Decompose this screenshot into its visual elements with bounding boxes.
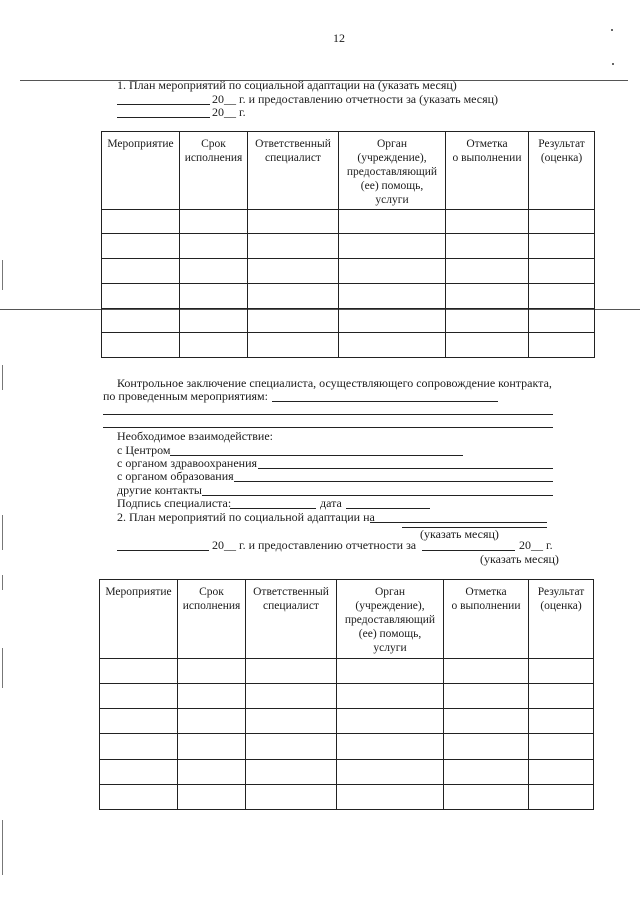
table-cell[interactable] (446, 210, 529, 234)
table-cell[interactable] (248, 333, 339, 358)
table-cell[interactable] (102, 234, 180, 259)
blank-line[interactable] (117, 550, 209, 551)
table-cell[interactable] (246, 785, 337, 810)
table-cell[interactable] (444, 709, 529, 734)
table-cell[interactable] (100, 684, 178, 709)
table-cell[interactable] (248, 259, 339, 284)
table-cell[interactable] (337, 659, 444, 684)
table-row (102, 333, 595, 358)
col-header-result: Результат (оценка) (529, 132, 595, 210)
section2-year-end: 20__ г. (519, 538, 553, 552)
table-cell[interactable] (339, 259, 446, 284)
table-cell[interactable] (246, 734, 337, 760)
table-cell[interactable] (444, 684, 529, 709)
scan-edge-mark (2, 648, 3, 688)
table-cell[interactable] (248, 284, 339, 309)
table-cell[interactable] (102, 259, 180, 284)
table-cell[interactable] (529, 284, 595, 309)
col-header-deadline: Срок исполнения (180, 132, 248, 210)
table-cell[interactable] (246, 760, 337, 785)
table-cell[interactable] (180, 309, 248, 333)
col-header-activity: Мероприятие (102, 132, 180, 210)
signature-field[interactable] (230, 508, 316, 509)
table-cell[interactable] (529, 760, 594, 785)
signature-label: Подпись специалиста: (117, 496, 232, 510)
table-cell[interactable] (246, 659, 337, 684)
table-cell[interactable] (446, 234, 529, 259)
table-cell[interactable] (180, 333, 248, 358)
table-cell[interactable] (178, 785, 246, 810)
table-cell[interactable] (337, 734, 444, 760)
interaction-other-field[interactable] (202, 495, 553, 496)
section1-heading: 1. План мероприятий по социальной адаптации на (указать месяц) (117, 78, 457, 92)
table-cell[interactable] (446, 259, 529, 284)
plan-table-2 (99, 579, 594, 810)
section2-heading: 2. План мероприятий по социальной адаптации на (117, 510, 375, 524)
table-cell[interactable] (339, 309, 446, 333)
col-header-responsible: Ответственный специалист (248, 132, 339, 210)
table-cell[interactable] (529, 684, 594, 709)
table-cell[interactable] (180, 259, 248, 284)
table-row (100, 659, 594, 684)
table-row (102, 210, 595, 234)
table-cell[interactable] (246, 709, 337, 734)
table-cell[interactable] (444, 734, 529, 760)
table-cell[interactable] (178, 709, 246, 734)
scan-edge-mark (2, 260, 3, 290)
page-number: 12 (333, 31, 345, 45)
table-cell[interactable] (444, 785, 529, 810)
col-header-agency: Орган (учреждение), предоставляющий (ее) помощь, услуги (337, 580, 444, 659)
table-row (100, 709, 594, 734)
table-cell[interactable] (180, 234, 248, 259)
scan-edge-mark (2, 575, 3, 590)
conclusion-field[interactable] (103, 414, 553, 415)
table-cell[interactable] (529, 259, 595, 284)
table-cell[interactable] (339, 234, 446, 259)
date-field[interactable] (346, 508, 430, 509)
table-cell[interactable] (337, 760, 444, 785)
col-header-completion: Отметка о выполнении (446, 132, 529, 210)
blank-line (117, 117, 210, 118)
table-cell[interactable] (446, 309, 529, 333)
table-cell[interactable] (529, 309, 595, 333)
conclusion-field[interactable] (272, 401, 498, 402)
table-cell[interactable] (529, 659, 594, 684)
table-cell[interactable] (102, 333, 180, 358)
table-cell[interactable] (339, 284, 446, 309)
table-cell[interactable] (529, 210, 595, 234)
section2-month-field[interactable] (370, 522, 547, 523)
scan-speck (612, 63, 614, 65)
table-cell[interactable] (337, 709, 444, 734)
table-cell[interactable] (178, 684, 246, 709)
table-cell[interactable] (180, 284, 248, 309)
table-row (100, 734, 594, 760)
interaction-education-label: с органом образования (117, 469, 234, 483)
table-row (100, 760, 594, 785)
table-cell[interactable] (246, 684, 337, 709)
table-cell[interactable] (248, 210, 339, 234)
blank-line (117, 104, 210, 105)
table-cell[interactable] (178, 734, 246, 760)
table-row (102, 284, 595, 309)
table-cell[interactable] (529, 709, 594, 734)
table-cell[interactable] (180, 210, 248, 234)
table-cell[interactable] (100, 709, 178, 734)
table-row (100, 684, 594, 709)
section1-year-line: 20__ г. (212, 105, 246, 119)
table-cell[interactable] (446, 284, 529, 309)
conclusion-text: Контрольное заключение специалиста, осуществляющего сопровождение контракта, (117, 376, 552, 390)
col-header-completion: Отметка о выполнении (444, 580, 529, 659)
table-cell[interactable] (248, 309, 339, 333)
section2-month-hint-2: (указать месяц) (480, 552, 559, 566)
col-header-responsible: Ответственный специалист (246, 580, 337, 659)
table-cell[interactable] (444, 760, 529, 785)
table-row (100, 785, 594, 810)
col-header-activity: Мероприятие (100, 580, 178, 659)
table-cell[interactable] (102, 284, 180, 309)
table-cell[interactable] (529, 234, 595, 259)
table-cell[interactable] (100, 760, 178, 785)
scan-speck (611, 29, 613, 31)
section2-report-line: 20__ г. и предоставлению отчетности за (212, 538, 417, 552)
table-cell[interactable] (100, 785, 178, 810)
scan-edge-mark (2, 820, 3, 875)
table-row (102, 259, 595, 284)
table-row (102, 234, 595, 259)
interaction-other-label: другие контакты (117, 483, 202, 497)
conclusion-field[interactable] (103, 427, 553, 428)
interaction-title: Необходимое взаимодействие: (117, 429, 274, 443)
interaction-health-field[interactable] (258, 468, 553, 469)
table-cell[interactable] (337, 785, 444, 810)
table-cell[interactable] (339, 210, 446, 234)
table-cell[interactable] (529, 785, 594, 810)
col-header-deadline: Срок исполнения (178, 580, 246, 659)
table-cell[interactable] (529, 734, 594, 760)
table-cell[interactable] (102, 210, 180, 234)
conclusion-text-2: по проведенным мероприятиям: (103, 389, 268, 403)
table-row (102, 309, 595, 333)
table-cell[interactable] (178, 760, 246, 785)
blank-line[interactable] (422, 550, 515, 551)
table-cell[interactable] (100, 734, 178, 760)
table-cell[interactable] (446, 333, 529, 358)
interaction-health-label: с органом здравоохранения (117, 456, 258, 470)
col-header-result: Результат (оценка) (529, 580, 594, 659)
table-cell[interactable] (444, 659, 529, 684)
scan-edge-mark (2, 515, 3, 550)
scan-edge-mark (2, 365, 3, 390)
interaction-center-label: с Центром (117, 443, 171, 457)
table-cell[interactable] (102, 309, 180, 333)
table-cell[interactable] (337, 684, 444, 709)
table-cell[interactable] (529, 333, 595, 358)
table-cell[interactable] (339, 333, 446, 358)
interaction-education-field[interactable] (234, 481, 553, 482)
table-cell[interactable] (178, 659, 246, 684)
section2-month-hint: (указать месяц) (420, 527, 499, 541)
table-cell[interactable] (248, 234, 339, 259)
col-header-agency: Орган (учреждение), предоставляющий (ее) помощь, услуги (339, 132, 446, 210)
date-label: дата (320, 496, 342, 510)
table-cell[interactable] (100, 659, 178, 684)
plan-table-1 (101, 131, 595, 358)
section1-report-line: 20__ г. и предоставлению отчетности за (указать месяц) (212, 92, 499, 106)
